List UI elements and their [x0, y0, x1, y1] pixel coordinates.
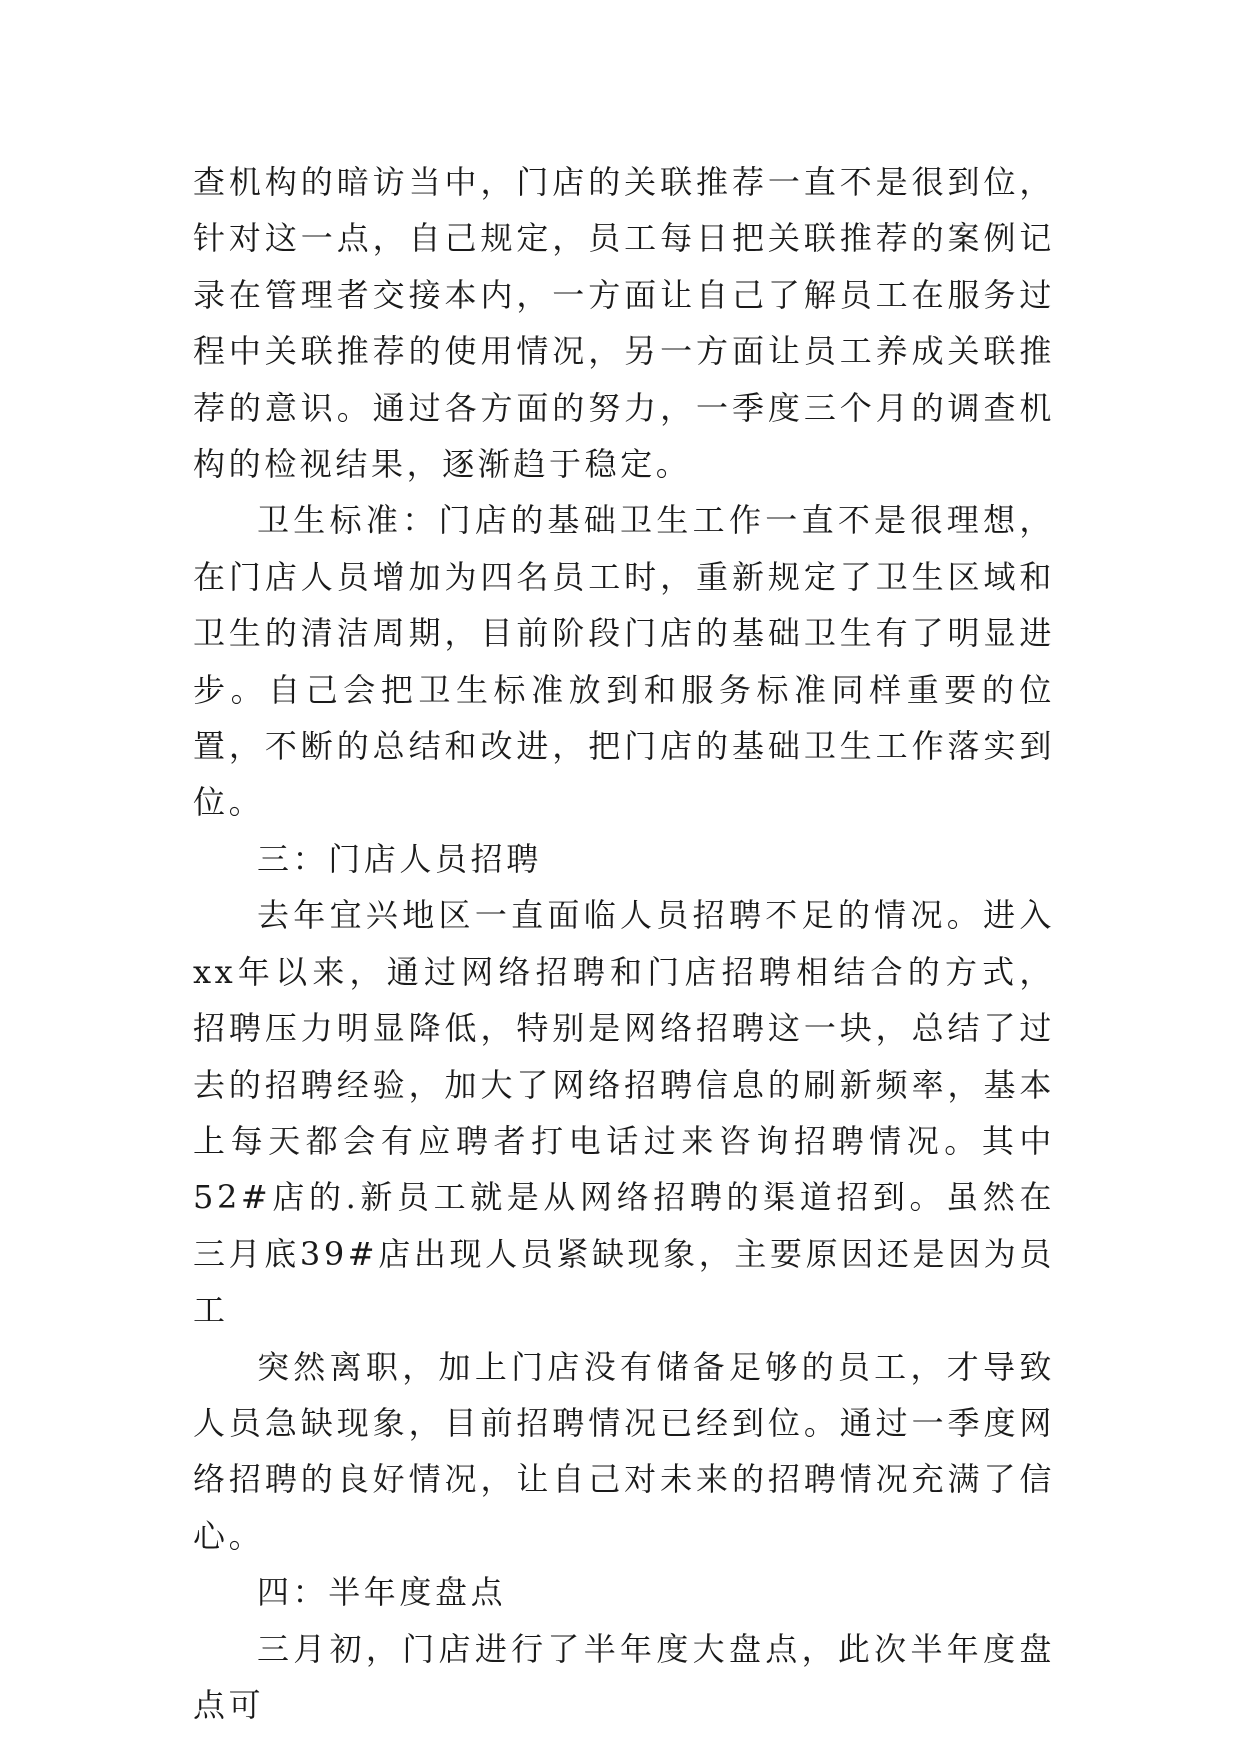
section-heading-recruitment: 三：门店人员招聘	[257, 839, 542, 878]
paragraph-mystery-shopper-continued: 查机构的暗访当中，门店的关联推荐一直不是很到位，针对这一点，自己规定，员工每日把关联推荐的案例记录在管理者交接本内，一方面让自己了解员工在服务过程中关联推荐的使用情况，另一方面让员工养成关联推荐的意识。通过各方面的努力，一季度三个月的调查机构的检视结果，逐渐趋于稳定。	[193, 163, 1055, 484]
paragraph-recruitment-continued: 突然离职，加上门店没有储备足够的员工，才导致人员急缺现象，目前招聘情况已经到位。通过一季度网络招聘的良好情况，让自己对未来的招聘情况充满了信心。	[193, 1347, 1055, 1555]
paragraph-recruitment: 去年宜兴地区一直面临人员招聘不足的情况。进入xx年以来，通过网络招聘和门店招聘相结合的方式，招聘压力明显降低，特别是网络招聘这一块，总结了过去的招聘经验，加大了网络招聘信息的刷新频率，基本上每天都会有应聘者打电话过来咨询招聘情况。其中52#店的.新员工就是从网络招聘的渠道招到。虽然在三月底39#店出现人员紧缺现象，主要原因还是因为员工	[193, 896, 1055, 1330]
paragraph-hygiene-standard: 卫生标准：门店的基础卫生工作一直不是很理想，在门店人员增加为四名员工时，重新规定了卫生区域和卫生的清洁周期，目前阶段门店的基础卫生有了明显进步。自己会把卫生标准放到和服务标准同样重要的位置，不断的总结和改进，把门店的基础卫生工作落实到位。	[193, 501, 1055, 822]
paragraph-inventory: 三月初，门店进行了半年度大盘点，此次半年度盘点可	[193, 1629, 1055, 1724]
document-body	[193, 154, 1055, 1733]
section-heading-inventory: 四：半年度盘点	[257, 1573, 507, 1612]
